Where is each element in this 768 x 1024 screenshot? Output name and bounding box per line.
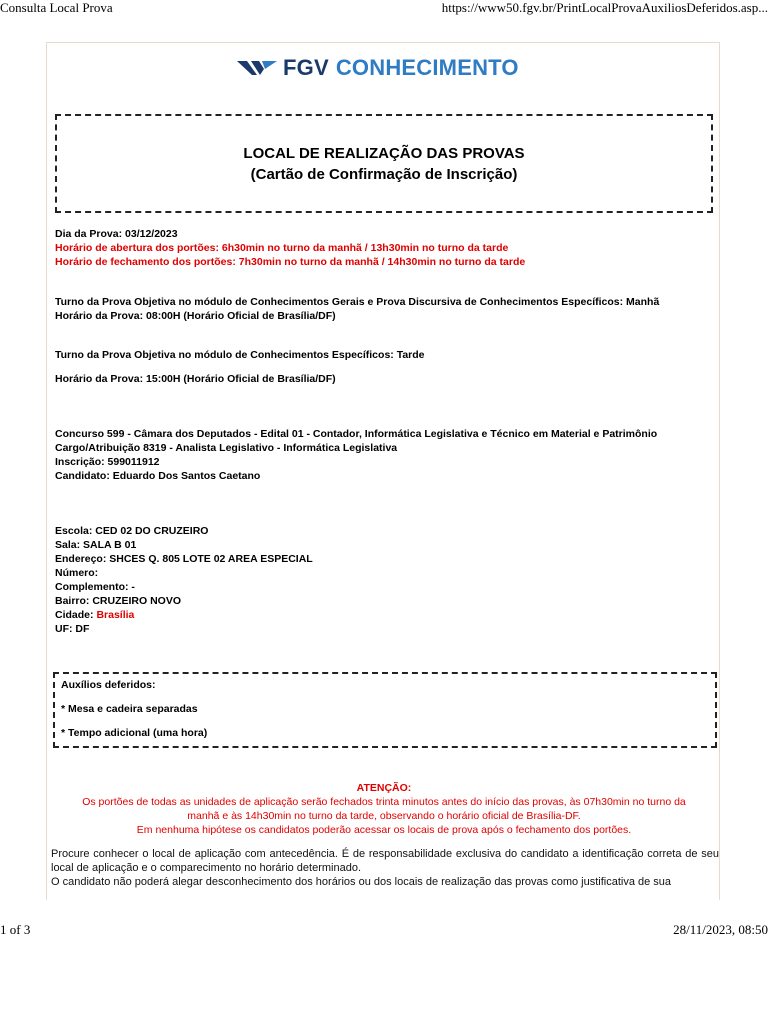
cargo: Cargo/Atribuição 8319 - Analista Legislativo - Informática Legislativa [55, 442, 398, 454]
document-title: LOCAL DE REALIZAÇÃO DAS PROVAS [243, 145, 525, 162]
afternoon-shift-time: Horário da Prova: 15:00H (Horário Oficial de Brasília/DF) [55, 373, 336, 385]
confirmation-card [46, 42, 720, 900]
print-header [0, 0, 768, 16]
recommendation-paragraph: Procure conhecer o local de aplicação com antecedência. É de responsabilidade exclusiva do candidato a identificação correta de seu local de aplicação e o comparecimento no horário determinado. [51, 848, 719, 874]
attention-line: Em nenhuma hipótese os candidatos poderão acessar os locais de prova após o fechamento dos portões. [136, 824, 632, 836]
attention-line: Os portões de todas as unidades de aplicação serão fechados trinta minutos antes do início das provas, às 07h30min no turno da [82, 796, 686, 808]
candidate-section [55, 427, 705, 483]
morning-shift-section [55, 295, 705, 323]
gate-closing-time: Horário de fechamento dos portões: 7h30min no turno da manhã / 14h30min no turno da tarde [55, 256, 526, 268]
address: Endereço: SHCES Q. 805 LOTE 02 AREA ESPECIAL [55, 553, 313, 565]
neighborhood: Bairro: CRUZEIRO NOVO [55, 595, 182, 607]
inscricao: Inscrição: 599011912 [55, 456, 160, 468]
morning-shift-time: Horário da Prova: 08:00H (Horário Oficial de Brasília/DF) [55, 310, 336, 322]
fgv-logo [237, 57, 519, 79]
morning-shift: Turno da Prova Objetiva no módulo de Conhecimentos Gerais e Prova Discursiva de Conhecimentos Específicos: Manhã [55, 296, 660, 308]
schedule-section [55, 227, 705, 269]
attention-line: manhã e às 14h30min no turno da tarde, observando o horário oficial de Brasília-DF. [187, 810, 581, 822]
concurso: Concurso 599 - Câmara dos Deputados - Edital 01 - Contador, Informática Legislativa e Técnico em Material e Patrimônio [55, 428, 658, 440]
room: Sala: SALA B 01 [55, 539, 137, 551]
title-box [55, 114, 713, 213]
approved-aids-box [53, 672, 717, 748]
fgv-chevron-icon [237, 59, 277, 77]
gate-opening-time: Horário de abertura dos portões: 6h30min no turno da manhã / 13h30min no turno da tarde [55, 242, 509, 254]
page-count: 1 of 3 [0, 922, 31, 937]
print-page-title: Consulta Local Prova [0, 0, 113, 15]
city [55, 608, 705, 622]
attention-notice [57, 781, 711, 837]
city-label: Cidade: [55, 609, 94, 621]
state: UF: DF [55, 623, 90, 635]
exam-date: Dia da Prova: 03/12/2023 [55, 228, 178, 240]
print-datetime: 28/11/2023, 08:50 [673, 922, 768, 937]
logo-product: CONHECIMENTO [335, 55, 519, 80]
recommendation-paragraph: O candidato não poderá alegar desconhecimento dos horários ou dos locais de realização das provas como justificativa de sua [51, 876, 672, 888]
aids-heading: Auxílios deferidos: [61, 679, 156, 691]
address-complement: Complemento: - [55, 581, 135, 593]
document-subtitle: (Cartão de Confirmação de Inscrição) [250, 166, 518, 183]
candidate-name: Candidato: Eduardo Dos Santos Caetano [55, 470, 261, 482]
address-number: Número: [55, 567, 99, 579]
afternoon-shift: Turno da Prova Objetiva no módulo de Conhecimentos Específicos: Tarde [55, 349, 425, 361]
aid-item: * Tempo adicional (uma hora) [61, 727, 208, 739]
logo-brand: FGV [283, 55, 329, 80]
aid-item: * Mesa e cadeira separadas [61, 703, 198, 715]
recommendations [51, 847, 719, 889]
location-section [55, 524, 705, 636]
print-page-url: https://www50.fgv.br/PrintLocalProvaAuxiliosDeferidos.asp... [441, 0, 768, 15]
city-value: Brasília [96, 609, 135, 621]
attention-heading: ATENÇÃO: [356, 782, 412, 794]
school: Escola: CED 02 DO CRUZEIRO [55, 525, 209, 537]
